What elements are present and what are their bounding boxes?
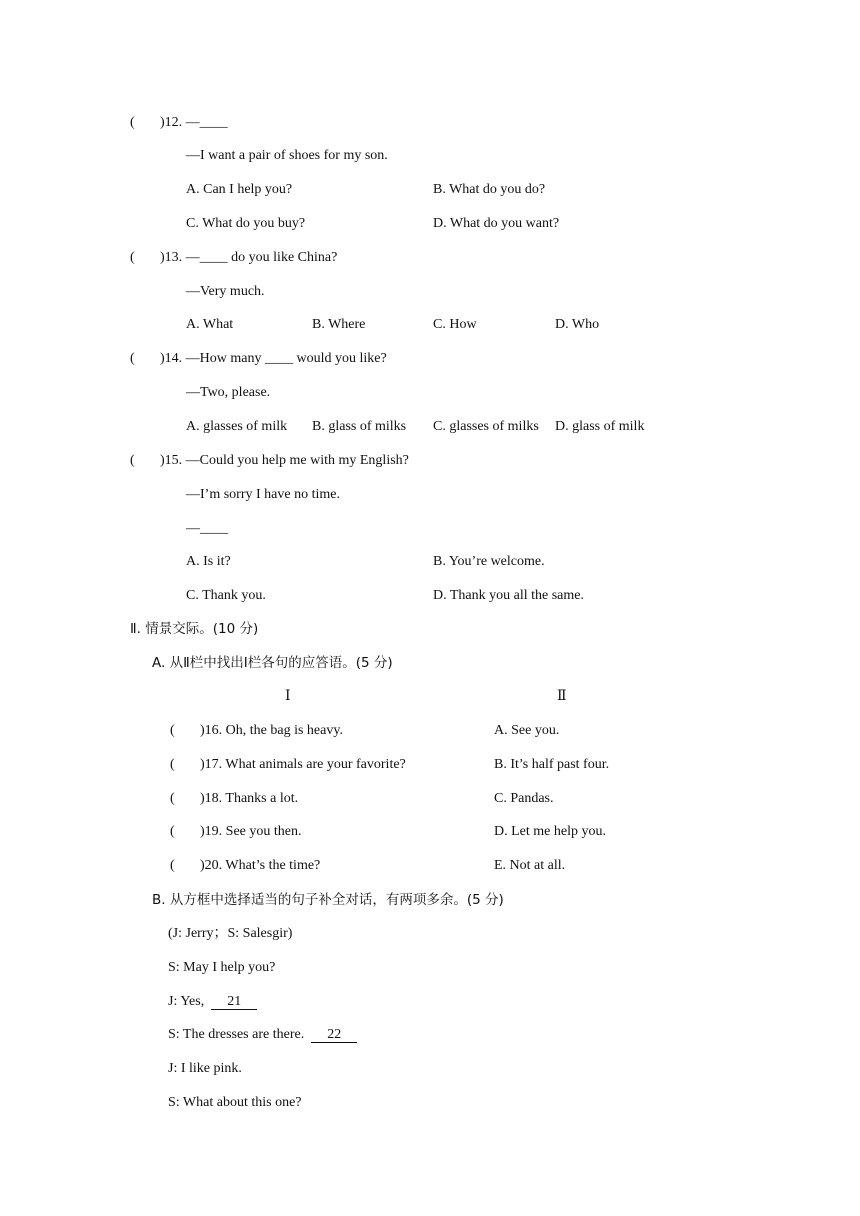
dialog-line-3: S: The dresses are there. 22 xyxy=(168,1026,357,1044)
section-title: Ⅱ. 情景交际。(10 分) xyxy=(130,621,259,637)
answer-paren: ( xyxy=(170,824,175,839)
q12-option-d: D. What do you want? xyxy=(433,216,560,231)
q14-stem: ( )14. —How many ____ would you like? xyxy=(130,351,387,366)
q14-option-b: B. glass of milks xyxy=(312,419,407,434)
q12-reply: —I want a pair of shoes for my son. xyxy=(186,148,388,163)
answer-paren: ( xyxy=(130,250,135,265)
match-item-17: ( )17. What animals are your favorite? xyxy=(170,757,406,772)
match-item-16: ( )16. Oh, the bag is heavy. xyxy=(170,723,343,738)
answer-paren: ( xyxy=(170,757,175,772)
answer-paren: ( xyxy=(170,791,175,806)
q15-reply: —I’m sorry I have no time. xyxy=(186,487,340,502)
match-item-18: ( )18. Thanks a lot. xyxy=(170,791,299,806)
q13-option-c: C. How xyxy=(433,317,477,332)
q13-option-a: A. What xyxy=(186,317,234,332)
answer-paren: ( xyxy=(130,351,135,366)
q14-option-d: D. glass of milk xyxy=(555,419,645,434)
answer-paren: ( xyxy=(170,858,175,873)
q14-option-c: C. glasses of milks xyxy=(433,419,539,434)
match-answer-e: E. Not at all. xyxy=(494,858,566,873)
dialog-line-5: S: What about this one? xyxy=(168,1095,302,1110)
dialog-line-1: S: May I help you? xyxy=(168,960,276,975)
dialog-line-4: J: I like pink. xyxy=(168,1061,242,1076)
dialog-roles: (J: Jerry；S: Salesgir) xyxy=(168,926,293,941)
q12-option-a: A. Can I help you? xyxy=(186,182,293,197)
answer-paren: ( xyxy=(130,115,135,130)
match-answer-d: D. Let me help you. xyxy=(494,824,606,839)
q12-stem: ( )12. —____ xyxy=(130,115,228,130)
answer-paren: ( xyxy=(130,453,135,468)
q15-option-b: B. You’re welcome. xyxy=(433,554,545,569)
q15-option-d: D. Thank you all the same. xyxy=(433,588,584,603)
q15-option-c: C. Thank you. xyxy=(186,588,266,603)
match-item-20: ( )20. What’s the time? xyxy=(170,858,321,873)
q13-reply: —Very much. xyxy=(186,284,265,299)
match-item-19: ( )19. See you then. xyxy=(170,824,302,839)
answer-blank-21[interactable]: 21 xyxy=(211,995,257,1010)
dialog-line-2: J: Yes, 21 xyxy=(168,993,257,1011)
match-answer-b: B. It’s half past four. xyxy=(494,757,610,772)
q15-stem: ( )15. —Could you help me with my English? xyxy=(130,453,409,468)
match-answer-a: A. See you. xyxy=(494,723,560,738)
part-a-instruction: A. 从Ⅱ栏中找出Ⅰ栏各句的应答语。(5 分) xyxy=(152,655,393,671)
q14-reply: —Two, please. xyxy=(186,385,271,400)
answer-blank-22[interactable]: 22 xyxy=(311,1028,357,1043)
q13-stem: ( )13. —____ do you like China? xyxy=(130,250,338,265)
match-answer-c: C. Pandas. xyxy=(494,791,554,806)
q15-option-a: A. Is it? xyxy=(186,554,231,569)
column-header-2: Ⅱ xyxy=(557,689,567,704)
q14-option-a: A. glasses of milk xyxy=(186,419,288,434)
answer-paren: ( xyxy=(170,723,175,738)
q13-option-d: D. Who xyxy=(555,317,600,332)
q15-reply2: —____ xyxy=(186,521,228,536)
q13-option-b: B. Where xyxy=(312,317,366,332)
q12-option-b: B. What do you do? xyxy=(433,182,546,197)
part-b-instruction: B. 从方框中选择适当的句子补全对话，有两项多余。(5 分) xyxy=(152,892,504,908)
column-header-1: Ⅰ xyxy=(285,689,291,704)
q12-option-c: C. What do you buy? xyxy=(186,216,306,231)
